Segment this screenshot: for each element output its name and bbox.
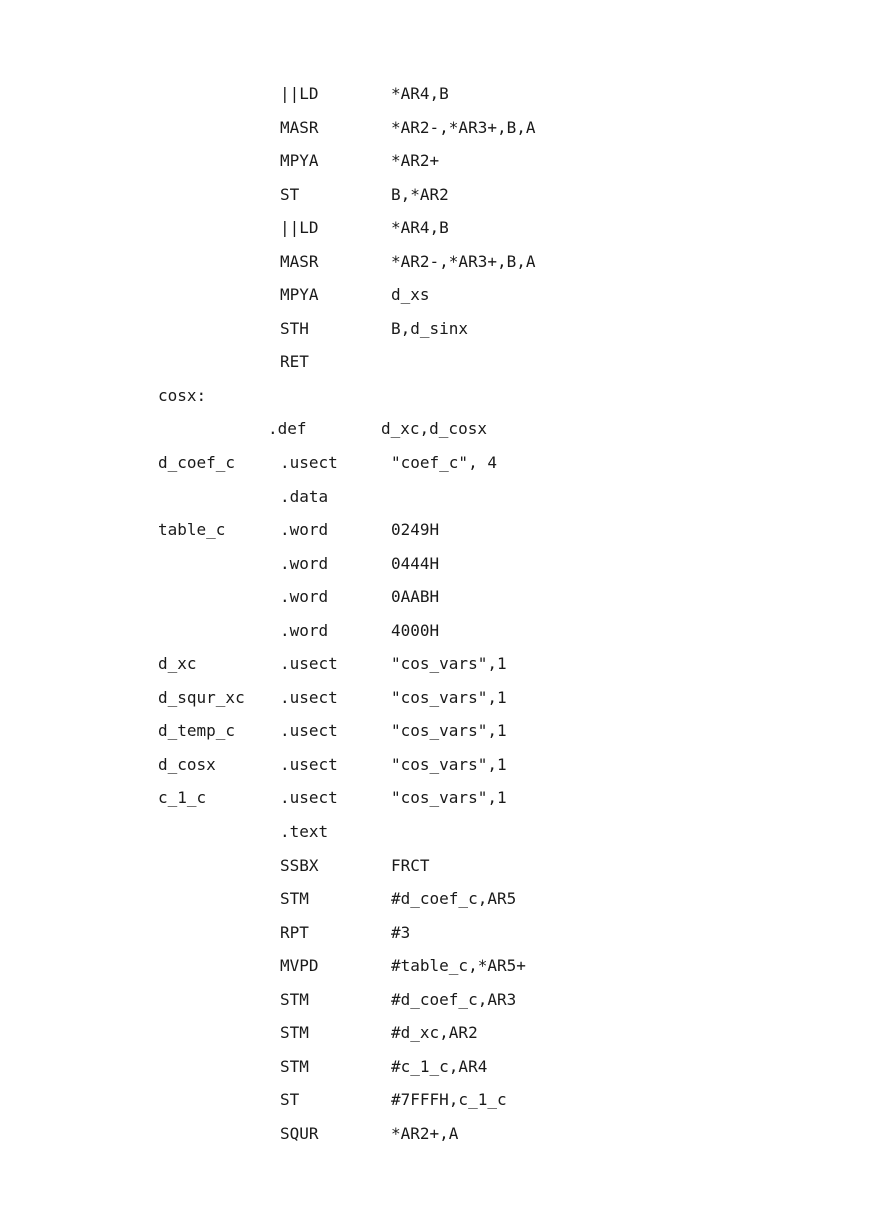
code-line: [0, 916, 869, 950]
code-mnemonic: ||LD: [280, 84, 319, 103]
code-line: [0, 178, 869, 212]
code-line: [0, 1050, 869, 1084]
code-mnemonic: .def: [268, 419, 307, 439]
code-line: [0, 714, 869, 748]
code-line: [0, 882, 869, 916]
code-operand: *AR4,B: [391, 218, 449, 238]
code-operand: *AR4,B: [391, 84, 449, 103]
code-mnemonic: .word: [280, 620, 329, 640]
code-operand: *AR2-,*AR3+,B,A: [391, 251, 536, 271]
code-line: [0, 815, 869, 849]
code-line: [0, 446, 869, 480]
code-operand: #7FFFH,c_1_c: [391, 1090, 507, 1110]
code-line: [0, 77, 869, 111]
code-mnemonic: .word: [280, 520, 329, 540]
code-operand: 4000H: [391, 620, 440, 640]
code-line: [0, 312, 869, 346]
code-operand: "cos_vars",1: [391, 721, 507, 741]
code-operand: *AR2+,A: [391, 1123, 459, 1143]
code-line: [0, 211, 869, 245]
code-mnemonic: STH: [280, 318, 309, 338]
code-line: [0, 983, 869, 1017]
code-operand: 0249H: [391, 520, 440, 540]
code-operand: 0444H: [391, 553, 440, 573]
code-line: [0, 1083, 869, 1117]
code-line: [0, 681, 869, 715]
code-label: table_c: [158, 520, 226, 540]
code-line: [0, 278, 869, 312]
code-operand: #table_c,*AR5+: [391, 956, 526, 976]
code-mnemonic: .usect: [280, 453, 338, 473]
code-mnemonic: MASR: [280, 251, 319, 271]
code-mnemonic: RPT: [280, 922, 309, 942]
code-mnemonic: .word: [280, 553, 329, 573]
code-label: c_1_c: [158, 788, 207, 808]
code-mnemonic: STM: [280, 1056, 309, 1076]
code-operand: #d_xc,AR2: [391, 1023, 478, 1043]
code-mnemonic: STM: [280, 989, 309, 1009]
code-label: d_squr_xc: [158, 687, 245, 707]
code-mnemonic: .usect: [280, 721, 338, 741]
code-mnemonic: .word: [280, 587, 329, 607]
code-mnemonic: SQUR: [280, 1123, 319, 1143]
code-line: [0, 1016, 869, 1050]
code-label: d_cosx: [158, 754, 216, 774]
code-line: [0, 781, 869, 815]
code-line: [0, 748, 869, 782]
code-operand: *AR2-,*AR3+,B,A: [391, 117, 536, 137]
code-operand: "cos_vars",1: [391, 654, 507, 674]
code-mnemonic: MPYA: [280, 151, 319, 171]
code-mnemonic: SSBX: [280, 855, 319, 875]
code-label: d_xc: [158, 654, 197, 674]
code-line: [0, 647, 869, 681]
code-operand: #d_coef_c,AR5: [391, 889, 517, 909]
code-mnemonic: MVPD: [280, 956, 319, 976]
code-line: [0, 245, 869, 279]
code-operand: "cos_vars",1: [391, 788, 507, 808]
code-label: d_coef_c: [158, 453, 236, 473]
code-line: [0, 513, 869, 547]
code-mnemonic: ST: [280, 1090, 300, 1110]
code-line: [0, 547, 869, 581]
code-operand: #3: [391, 922, 411, 942]
code-mnemonic: RET: [280, 352, 309, 372]
code-line: [0, 849, 869, 883]
code-line: [0, 144, 869, 178]
code-operand: *AR2+: [391, 151, 440, 171]
code-operand: #d_coef_c,AR3: [391, 989, 517, 1009]
code-mnemonic: STM: [280, 889, 309, 909]
code-mnemonic: .text: [280, 822, 329, 842]
code-operand: "cos_vars",1: [391, 687, 507, 707]
code-operand: "coef_c", 4: [391, 453, 497, 473]
code-operand: FRCT: [391, 855, 430, 875]
code-line: [0, 580, 869, 614]
code-mnemonic: MPYA: [280, 285, 319, 305]
code-operand: d_xc,d_cosx: [381, 419, 487, 439]
code-mnemonic: .usect: [280, 788, 338, 808]
code-operand: 0AABH: [391, 587, 440, 607]
assembly-listing: [0, 77, 869, 1151]
code-mnemonic: MASR: [280, 117, 319, 137]
code-label: cosx:: [158, 385, 207, 405]
code-mnemonic: .data: [280, 486, 329, 506]
code-label: d_temp_c: [158, 721, 236, 741]
code-line: [0, 1117, 869, 1151]
code-line: [0, 480, 869, 514]
code-operand: B,*AR2: [391, 184, 449, 204]
code-mnemonic: .usect: [280, 754, 338, 774]
code-line: [0, 614, 869, 648]
code-mnemonic: .usect: [280, 687, 338, 707]
code-mnemonic: STM: [280, 1023, 309, 1043]
code-line: [0, 379, 869, 413]
code-mnemonic: ST: [280, 184, 300, 204]
code-operand: "cos_vars",1: [391, 754, 507, 774]
code-operand: d_xs: [391, 285, 430, 305]
code-line: [0, 412, 869, 446]
code-line: [0, 111, 869, 145]
code-operand: #c_1_c,AR4: [391, 1056, 488, 1076]
code-mnemonic: .usect: [280, 654, 338, 674]
code-line: [0, 949, 869, 983]
code-mnemonic: ||LD: [280, 218, 319, 238]
code-operand: B,d_sinx: [391, 318, 469, 338]
code-line: [0, 345, 869, 379]
